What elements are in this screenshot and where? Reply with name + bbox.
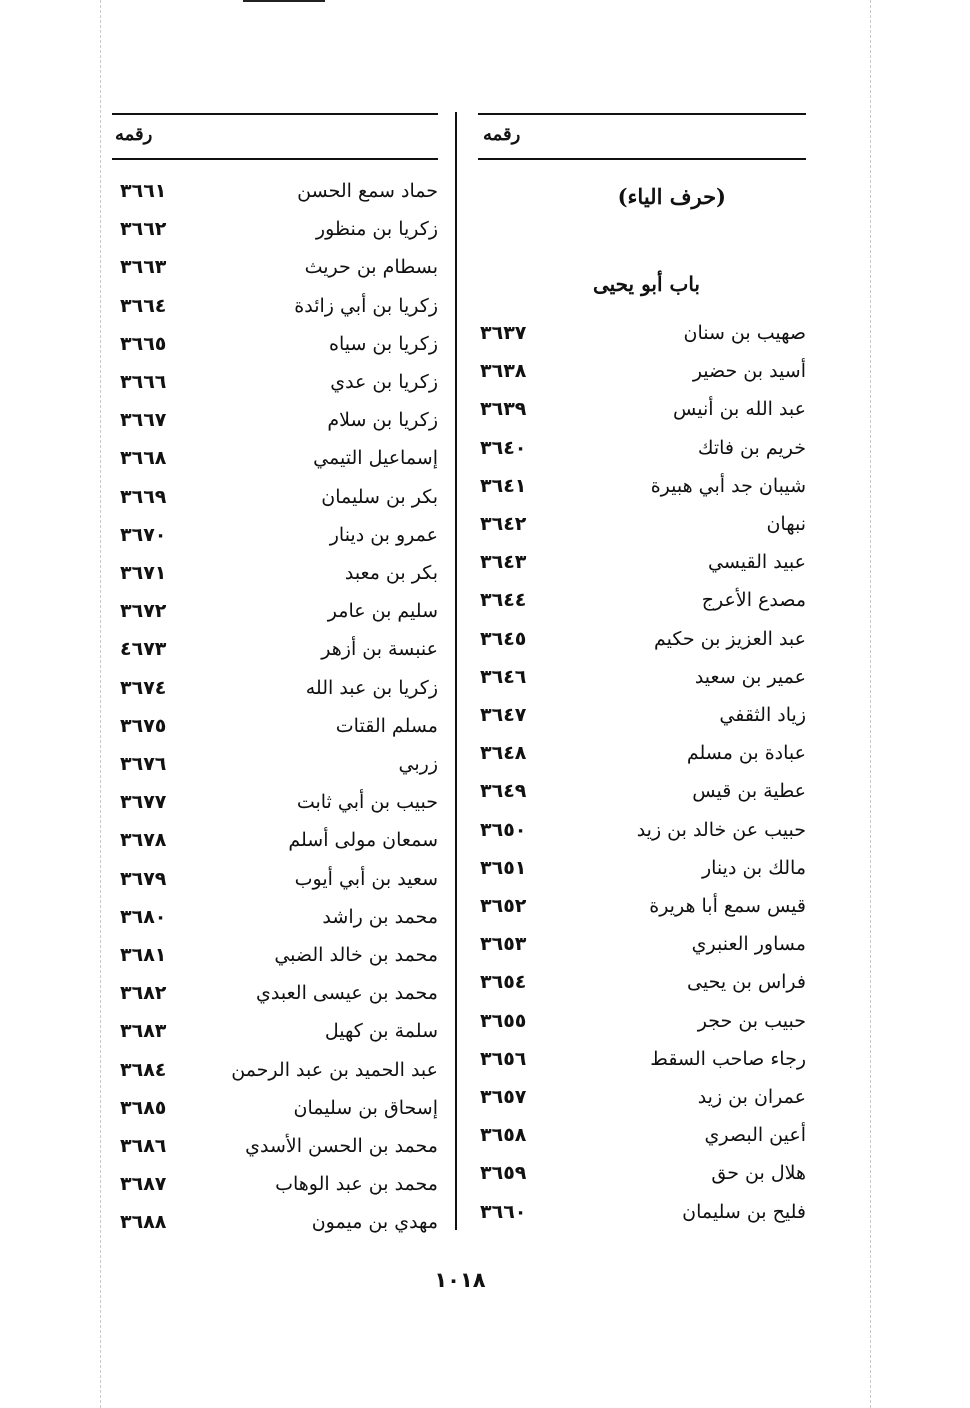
right-entry-name: مالك بن دينار: [701, 856, 806, 879]
left-entry-number: ٤٦٧٣: [120, 638, 167, 661]
left-entry-name: بكر بن معبد: [344, 562, 438, 584]
left-entry-name: حبيب بن أبي ثابت: [296, 791, 438, 814]
right-entry-number: ٣٦٥٨: [480, 1124, 527, 1147]
left-entry-number: ٣٦٦٦: [120, 371, 167, 393]
left-entry-name: مهدي بن ميمون: [311, 1211, 438, 1234]
left-entry-number: ٣٦٧٥: [120, 714, 167, 737]
page-number: ١٠١٨: [434, 1268, 486, 1292]
right-entry-name: عبد العزيز بن حكيم: [653, 627, 806, 650]
right-entry-number: ٣٦٦٠: [480, 1200, 527, 1223]
left-entry-number: ٣٦٦٣: [120, 256, 167, 279]
left-entry-number: ٣٦٨٠: [120, 905, 167, 928]
right-entry-number: ٣٦٤٤: [480, 589, 527, 612]
right-entry-name: عمران بن زيد: [697, 1086, 806, 1108]
left-entry-name: زربي: [398, 753, 438, 775]
scan-line-left: [100, 0, 101, 1408]
left-entry-name: زكريا بن عدي: [330, 371, 438, 393]
right-entry-name: نبهان: [766, 513, 806, 535]
left-entry-name: سليم بن عامر: [327, 600, 438, 623]
right-entry-name: فراس بن يحيى: [687, 971, 806, 994]
right-top-rule: [478, 113, 806, 115]
left-entry-number: ٣٦٦٥: [120, 332, 167, 355]
left-entry-name: إسماعيل التيمي: [313, 447, 438, 470]
left-entry-name: بسطام بن حريث: [304, 256, 438, 279]
left-entry-name: محمد بن خالد الضبي: [274, 944, 438, 966]
left-entry-name: زكريا بن منظور: [315, 218, 438, 241]
right-entry-number: ٣٦٥٩: [480, 1162, 527, 1185]
left-entry-name: عنبسة بن أزهر: [321, 638, 438, 661]
left-entry-name: محمد بن عيسى العبدي: [256, 982, 438, 1005]
left-entry-number: ٣٦٨٨: [120, 1211, 167, 1234]
left-entry-name: محمد بن الحسن الأسدي: [245, 1135, 438, 1157]
right-entry-name: صهيب بن سنان: [683, 322, 806, 344]
top-mark: [243, 0, 325, 2]
right-entry-name: مصدع الأعرج: [701, 589, 806, 612]
right-entry-name: فليح بن سليمان: [682, 1200, 806, 1223]
left-entry-number: ٣٦٨١: [120, 944, 167, 966]
right-entry-name: قيس سمع أبا هريرة: [649, 895, 806, 917]
left-entry-number: ٣٦٨٢: [120, 982, 167, 1005]
right-entry-number: ٣٦٤٠: [480, 436, 527, 459]
left-top-rule: [112, 113, 438, 115]
left-entry-name: محمد بن عبد الوهاب: [275, 1173, 438, 1196]
right-entry-name: حبيب بن حجر: [697, 1009, 806, 1032]
right-entry-name: شيبان جد أبي هبيرة: [650, 474, 806, 497]
right-entry-number: ٣٦٣٩: [480, 398, 527, 421]
left-entry-name: إسحاق بن سليمان: [293, 1096, 438, 1119]
right-entry-name: خريم بن فاتك: [697, 436, 806, 459]
right-entry-number: ٣٦٤٥: [480, 627, 527, 650]
right-entry-number: ٣٦٤٣: [480, 551, 527, 574]
right-header-rule: [478, 158, 806, 160]
right-entry-name: عبد الله بن أنيس: [673, 398, 806, 421]
left-entry-name: زكريا بن سلام: [327, 409, 438, 432]
left-entry-number: ٣٦٧٩: [120, 867, 167, 890]
left-entry-name: محمد بن راشد: [322, 905, 438, 928]
left-entry-number: ٣٦٧١: [120, 562, 167, 584]
left-entry-number: ٣٦٦١: [120, 180, 167, 202]
right-entry-name: هلال بن حق: [711, 1162, 806, 1185]
left-entry-name: حماد سمع الحسن: [297, 180, 438, 202]
section-heading: باب أبو يحيى: [592, 272, 700, 296]
right-entry-number: ٣٦٥٧: [480, 1086, 527, 1108]
right-entry-name: أسيد بن حضير: [692, 360, 806, 383]
left-entry-number: ٣٦٧٢: [120, 600, 167, 623]
right-entry-number: ٣٦٤٩: [480, 780, 527, 803]
left-entry-number: ٣٦٧٦: [120, 753, 167, 775]
right-entry-number: ٣٦٥٣: [480, 933, 527, 956]
right-entry-number: ٣٦٣٨: [480, 360, 527, 383]
right-entry-name: زياد الثقفي: [719, 704, 806, 726]
right-entry-number: ٣٦٥٠: [480, 818, 527, 841]
right-entry-number: ٣٦٥٥: [480, 1009, 527, 1032]
chapter-heading: (حرف الياء): [617, 184, 726, 209]
left-entry-number: ٣٦٧٠: [120, 523, 167, 546]
right-entry-name: عطية بن قيس: [692, 780, 806, 803]
left-entry-number: ٣٦٦٤: [120, 294, 167, 317]
right-entry-number: ٣٦٤٧: [480, 704, 527, 726]
scan-line-right: [870, 0, 871, 1408]
left-entry-name: زكريا بن سياه: [328, 332, 438, 355]
left-entry-name: عبد الحميد بن عبد الرحمن: [231, 1058, 438, 1081]
left-column-header: رقمه: [115, 124, 153, 145]
right-entry-number: ٣٦٤١: [480, 474, 527, 497]
right-entry-number: ٣٦٤٦: [480, 665, 527, 688]
left-entry-name: سمعان مولى أسلم: [288, 829, 438, 852]
column-divider: [455, 112, 457, 1230]
left-entry-name: بكر بن سليمان: [321, 485, 438, 508]
right-entry-number: ٣٦٣٧: [480, 322, 527, 344]
left-entry-number: ٣٦٨٣: [120, 1020, 167, 1043]
left-entry-number: ٣٦٦٩: [120, 485, 167, 508]
left-entry-name: زكريا بن أبي زائدة: [294, 294, 438, 317]
left-entry-number: ٣٦٦٧: [120, 409, 167, 432]
right-entry-number: ٣٦٥٢: [480, 895, 527, 917]
left-header-rule: [112, 158, 438, 160]
left-entry-name: سلمة بن كهيل: [324, 1020, 438, 1043]
left-entry-number: ٣٦٨٤: [120, 1058, 167, 1081]
right-entry-name: عمير بن سعيد: [694, 665, 806, 688]
left-entry-number: ٣٦٨٥: [120, 1096, 167, 1119]
left-entry-number: ٣٦٦٢: [120, 218, 167, 241]
left-entry-name: زكريا بن عبد الله: [305, 676, 438, 699]
left-entry-number: ٣٦٧٨: [120, 829, 167, 852]
right-entry-number: ٣٦٥١: [480, 856, 527, 879]
left-entry-name: سعيد بن أبي أيوب: [294, 867, 438, 890]
right-entry-name: حبيب عن خالد بن زيد: [636, 818, 806, 841]
left-entry-number: ٣٦٦٨: [120, 447, 167, 470]
left-entry-name: عمرو بن دينار: [329, 523, 438, 546]
left-entry-number: ٣٦٨٧: [120, 1173, 167, 1196]
right-entry-number: ٣٦٥٤: [480, 971, 527, 994]
right-entry-name: مساور العنبري: [691, 933, 806, 956]
right-entry-name: عبيد القيسي: [707, 551, 806, 574]
right-entry-number: ٣٦٥٦: [480, 1047, 527, 1070]
left-entry-number: ٣٦٨٦: [120, 1135, 167, 1157]
right-column-header: رقمه: [483, 124, 521, 145]
right-entry-name: رجاء صاحب السقط: [650, 1047, 806, 1070]
right-entry-name: أعين البصري: [704, 1124, 806, 1147]
left-entry-name: مسلم القتات: [335, 714, 438, 737]
right-entry-number: ٣٦٤٨: [480, 742, 527, 765]
left-entry-number: ٣٦٧٧: [120, 791, 167, 814]
right-entry-number: ٣٦٤٢: [480, 513, 527, 535]
right-entry-name: عبادة بن مسلم: [686, 742, 806, 765]
left-entry-number: ٣٦٧٤: [120, 676, 167, 699]
